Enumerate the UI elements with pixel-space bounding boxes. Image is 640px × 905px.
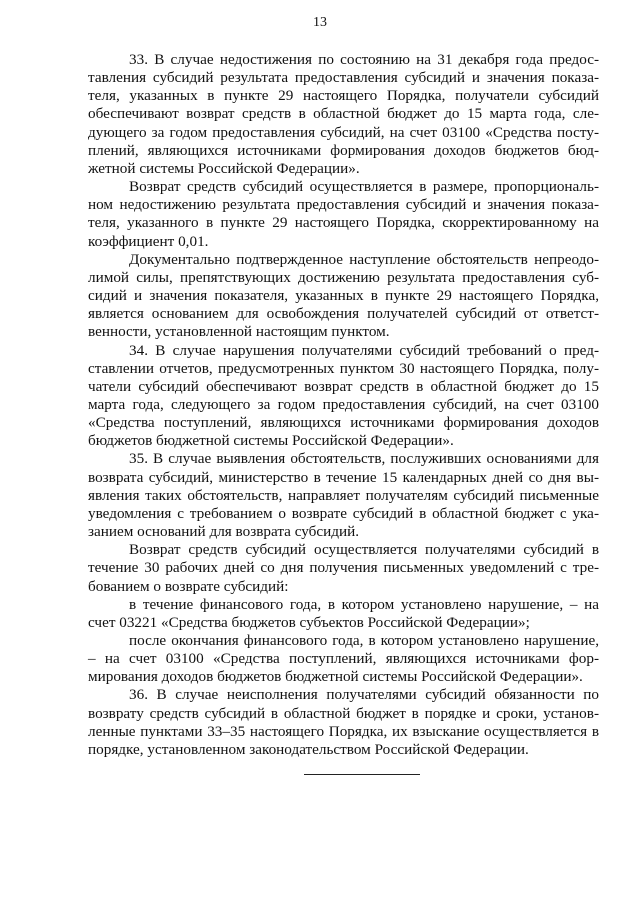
end-divider-line	[304, 774, 420, 775]
paragraph-35: 35. В случае выявления обстоятельств, послуживших основаниями для возврата субсидий, министерство в течение 15 календарных дней со дня выявления таких обстоятельств, направляет получателям субсидий письменные уведомления с требованием о возврате субсидий в областной бюджет с указанием оснований для возврата субсидий.	[88, 450, 599, 541]
paragraph-current-year: в течение финансового года, в котором установлено нарушение, – на счет 03221 «Средства бюджетов субъектов Российской Федерации»;	[88, 595, 599, 631]
page-number: 13	[313, 15, 327, 30]
paragraph-force-majeure: Документально подтвержденное наступление обстоятельств непреодолимой силы, препятствующих достижению результата предоставления субсидий и значения показателя, указанных в пункте 29 настоящего Порядка, является основанием для освобождения получателей субсидий от ответственности, установленной настоящим пунктом.	[88, 250, 599, 341]
paragraph-34: 34. В случае нарушения получателями субсидий требований о представлении отчетов, предусмотренных пунктом 30 настоящего Порядка, получатели субсидий обеспечивают возврат средств в областной бюджет до 15 марта года, следующего за годом предоставления субсидий, на счет 03100 «Средства поступлений, являющихся источниками формирования доходов бюджетов бюджетной системы Российской Федерации».	[88, 341, 599, 450]
paragraph-after-year: после окончания финансового года, в котором установлено нарушение, – на счет 03100 «Средства поступлений, являющихся источниками формирования доходов бюджетов бюджетной системы Российской Федерации».	[88, 632, 599, 686]
paragraph-refund-term: Возврат средств субсидий осуществляется получателями субсидий в течение 30 рабочих дней со дня получения письменных уведомлений с требованием о возврате субсидий:	[88, 541, 599, 595]
paragraph-refund-amount: Возврат средств субсидий осуществляется в размере, пропорциональном недостижению результата предоставления субсидий и значения показателя, указанного в пункте 29 настоящего Порядка, скорректированному на коэффициент 0,01.	[88, 178, 599, 250]
paragraph-36: 36. В случае неисполнения получателями субсидий обязанности по возврату средств субсидий в областной бюджет в порядке и сроки, установленные пунктами 33–35 настоящего Порядка, их взыскание осуществляется в порядке, установленном законодательством Российской Федерации.	[88, 686, 599, 758]
document-body	[88, 51, 599, 759]
paragraph-33: 33. В случае недостижения по состоянию на 31 декабря года предоставления субсидий результата предоставления субсидий и значения показателя, указанных в пункте 29 настоящего Порядка, получатели субсидий обеспечивают возврат средств в областной бюджет до 15 марта года, следующего за годом предоставления субсидий, на счет 03100 «Средства поступлений, являющихся источниками формирования доходов бюджетов бюджетной системы Российской Федерации».	[88, 51, 599, 177]
